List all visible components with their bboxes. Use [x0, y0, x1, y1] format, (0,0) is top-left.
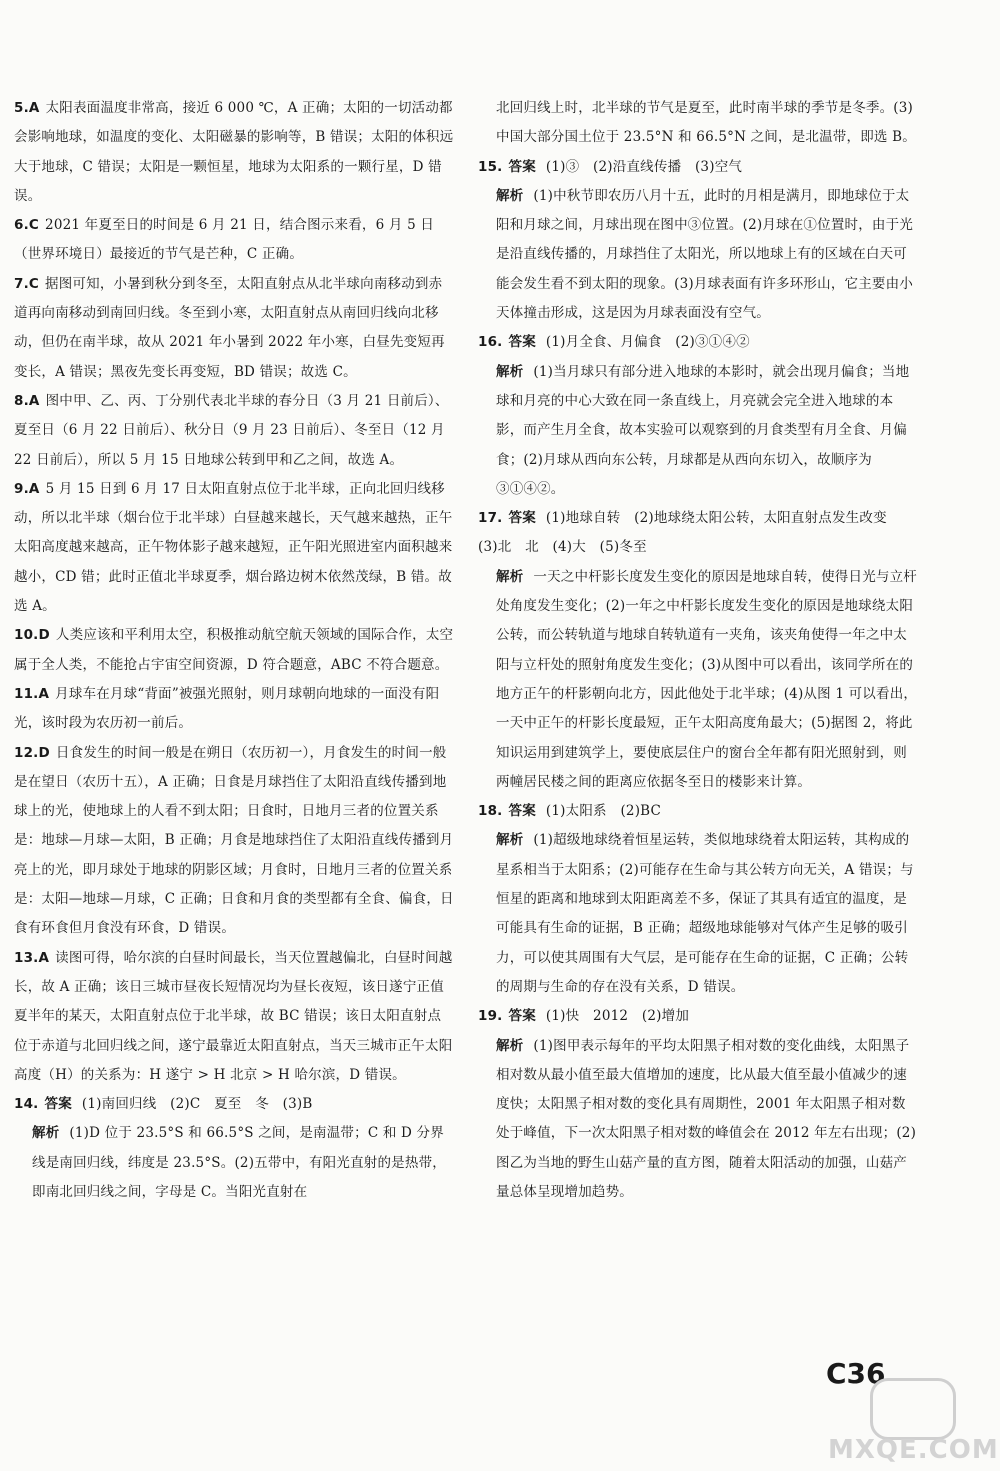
- item-number: 17.: [478, 510, 503, 527]
- analysis-text: (1)图甲表示每年的平均太阳黑子相对数的变化曲线，太阳黑子相对数从最小值至最大值增加的速度，比从最大值至最小值减少的速度快；太阳黑子相对数的变化具有周期性，2001 年太阳黑子相对数处于峰值，下一次太阳黑子相对数的峰值会在 2012 年左右出现；(2)图乙为当地的野生山菇产量的直方图，随着太阳活动的加强，山菇产量总体呈现增加趋势。: [496, 1037, 917, 1200]
- answer-tag: 答案: [508, 1008, 536, 1025]
- analysis-text: (1)中秋节即农历八月十五，此时的月相是满月，即地球位于太阳和月球之间，月球出现在图中③位置。(2)月球在①位置时，由于光是沿直线传播的，月球挡住了太阳光，所以地球上有的区域在白天可能会发生看不到太阳的现象。(3)月球表面有许多环形山，它主要由小天体撞击形成，这是因为月球表面没有空气。: [496, 187, 914, 322]
- answer-item-7: [14, 270, 454, 387]
- right-column: [478, 94, 918, 1207]
- analysis-text: (1)当月球只有部分进入地球的本影时，就会出现月偏食；当地球和月亮的中心大致在同一条直线上，月亮就会完全进入地球的本影，而产生月全食，故本实验可以观察到的月食类型有月全食、月偏食；(2)月球从西向东公转，月球都是从西向东切入，故顺序为③①④②。: [496, 363, 910, 497]
- q17-analysis: [478, 563, 918, 797]
- answer-item-10: [14, 621, 454, 680]
- watermark-logo: [870, 1378, 956, 1440]
- answer-item-14: [14, 1090, 454, 1207]
- answer-item-12: [14, 739, 454, 944]
- answer-tag: 答案: [44, 1096, 72, 1113]
- item-text: 2021 年夏至日的时间是 6 月 21 日，结合图示来看，6 月 5 日（世界环境日）最接近的节气是芒种，C 正确。: [14, 217, 435, 263]
- analysis-tag: 解析: [496, 363, 524, 380]
- answer-text: (1)月全食、月偏食 (2)③①④②: [545, 334, 750, 351]
- item-number: 13.A: [14, 949, 50, 966]
- answer-text: (1)南回归线 (2)C 夏至 冬 (3)B: [81, 1096, 313, 1113]
- item-number: 7.C: [14, 275, 40, 292]
- item-text: 人类应该和平利用太空，积极推动航空航天领域的国际合作，太空属于全人类，不能抢占宇宙空间资源，D 符合题意，ABC 不符合题意。: [14, 627, 454, 673]
- item-number: 11.A: [14, 685, 50, 702]
- analysis-tag: 解析: [496, 1037, 524, 1054]
- item-number: 12.D: [14, 744, 50, 761]
- answer-item-9: [14, 475, 454, 621]
- answer-tag: 答案: [508, 803, 536, 820]
- item-number: 18.: [478, 803, 503, 820]
- q19-answer-line: [478, 1002, 918, 1031]
- answer-item-19: [478, 1002, 918, 1207]
- analysis-tag: 解析: [496, 832, 524, 849]
- analysis-text: 一天之中杆影长度发生变化的原因是地球自转，使得日光与立杆处角度发生变化；(2)一年之中杆影长度发生变化的原因是地球绕太阳公转，而公转轨道与地球自转轨道有一夹角，该夹角使得一年之中太阳与立杆处的照射角度发生变化；(3)从图中可以看出，该同学所在的地方正午的杆影朝向北方，因此他处于北半球；(4)从图 1 可以看出，一天中正午的杆影长度最短，正午太阳高度角最大；(5)据图 2，将此知识运用到建筑学上，要使底层住户的窗台全年都有阳光照射到，则两幢居民楼之间的距离应依据冬至日的楼影来计算。: [496, 568, 918, 790]
- item-text: 月球车在月球“背面”被强光照射，则月球朝向地球的一面没有阳光，该时段为农历初一前后。: [14, 685, 440, 732]
- item-number: 15.: [478, 158, 503, 175]
- item-text: 日食发生的时间一般是在朔日（农历初一），月食发生的时间一般是在望日（农历十五），A 正确；日食是月球挡住了太阳沿直线传播到地球上的光，使地球上的人看不到太阳；日食时，日地月三者的位置关系是：地球—月球—太阳，B 正确；月食是地球挡住了太阳沿直线传播到月亮上的光，即月球处于地球的阴影区域；月食时，日地月三者的位置关系是：太阳—地球—月球，C 正确；日食和月食的类型都有全食、偏食，日食有环食但月食没有环食，D 错误。: [14, 744, 454, 937]
- analysis-tag: 解析: [32, 1125, 60, 1142]
- analysis-tag: 解析: [496, 568, 524, 585]
- answer-text: (1)快 2012 (2)增加: [545, 1008, 690, 1025]
- item-text: 读图可得，哈尔滨的白昼时间最长，当天位置越偏北，白昼时间越长，故 A 正确；该日三城市昼夜长短情况均为昼长夜短，该日遂宁正值夏半年的某天，太阳直射点位于北半球，故 BC 错误；该日太阳直射点位于赤道与北回归线之间，遂宁最靠近太阳直射点，当天三城市正午太阳高度（H）的关系为：H 遂宁 > H 北京 > H 哈尔滨，D 错误。: [14, 949, 453, 1083]
- answer-text: (1)地球自转 (2)地球绕太阳公转，太阳直射点发生改变 (3)北 北 (4)大 (5)冬至: [478, 510, 901, 556]
- item-number: 14.: [14, 1096, 39, 1113]
- q14-analysis: [14, 1119, 454, 1207]
- analysis-tag: 解析: [496, 187, 524, 204]
- answer-item-15: [478, 153, 918, 329]
- answer-item-8: [14, 387, 454, 475]
- q17-answer-line: [478, 504, 918, 563]
- answer-item-18: [478, 797, 918, 1002]
- q15-analysis: [478, 182, 918, 328]
- item-number: 16.: [478, 334, 503, 351]
- item-text: 5 月 15 日到 6 月 17 日太阳直射点位于北半球，正向北回归线移动，所以北半球（烟台位于北半球）白昼越来越长，天气越来越热，正午太阳高度越来越高，正午物体影子越来越短，正午阳光照进室内面积越来越小，CD 错；此时正值北半球夏季，烟台路边树木依然茂绿，B 错。故选 A。: [14, 480, 453, 615]
- item-text: 图中甲、乙、丙、丁分别代表北半球的春分日（3 月 21 日前后）、夏至日（6 月 22 日前后）、秋分日（9 月 23 日前后）、冬至日（12 月 22 日前后），所以 5 月 15 日地球公转到甲和乙之间，故选 A。: [14, 392, 449, 468]
- answer-tag: 答案: [508, 510, 536, 527]
- answer-tag: 答案: [508, 158, 536, 175]
- item-number: 10.D: [14, 627, 50, 644]
- q18-analysis: [478, 826, 918, 1002]
- item-number: 19.: [478, 1008, 503, 1025]
- answer-item-6: [14, 211, 454, 270]
- item-number: 6.C: [14, 217, 40, 234]
- analysis-text: (1)超级地球绕着恒星运转，类似地球绕着太阳运转，其构成的星系相当于太阳系；(2)可能存在生命与其公转方向无关，A 错误；与恒星的距离和地球到太阳距离差不多，保证了其具有适宜的温度，是可能具有生命的证据，B 正确；超级地球能够对气体产生足够的吸引力，可以使其周围有大气层，是可能存在生命的证据，C 正确；公转的周期与生命的存在没有关系，D 错误。: [496, 832, 914, 995]
- item-text: 太阳表面温度非常高，接近 6 000 ℃，A 正确；太阳的一切活动都会影响地球，如温度的变化、太阳磁暴的影响等，B 错误；太阳的体积远大于地球，C 错误；太阳是一颗恒星，地球为太阳系的一颗行星，D 错误。: [14, 100, 454, 204]
- page-number: C36: [826, 1357, 886, 1390]
- item-number: 9.A: [14, 480, 40, 497]
- answer-text: (1)太阳系 (2)BC: [545, 803, 662, 820]
- answer-tag: 答案: [508, 334, 536, 351]
- q16-answer-line: [478, 328, 918, 357]
- answer-item-17: [478, 504, 918, 797]
- item-number: 8.A: [14, 392, 40, 409]
- q14-answer-line: [14, 1090, 454, 1119]
- left-column: [14, 94, 454, 1207]
- answer-text: (1)③ (2)沿直线传播 (3)空气: [545, 158, 743, 175]
- q14-continuation: 北回归线上时，北半球的节气是夏至，此时南半球的季节是冬季。(3)中国大部分国土位于 23.5°N 和 66.5°N 之间，是北温带，即选 B。: [496, 100, 916, 146]
- q18-answer-line: [478, 797, 918, 826]
- q19-analysis: [478, 1032, 918, 1208]
- answer-item-5: [14, 94, 454, 211]
- answer-item-11: [14, 680, 454, 739]
- analysis-text: (1)D 位于 23.5°S 和 66.5°S 之间，是南温带；C 和 D 分界线是南回归线，纬度是 23.5°S。(2)五带中，有阳光直射的是热带，即南北回归线之间，字母是 C。当阳光直射在: [32, 1125, 446, 1200]
- q15-answer-line: [478, 153, 918, 182]
- answer-item-16: [478, 328, 918, 504]
- answer-item-13: [14, 944, 454, 1090]
- item-text: 据图可知，小暑到秋分到冬至，太阳直射点从北半球向南移动到赤道再向南移动到南回归线。冬至到小寒，太阳直射点从南回归线向北移动，但仍在南半球，故从 2021 年小暑到 2022 年小寒，白昼先变短再变长，A 错误；黑夜先变长再变短，BD 错误；故选 C。: [14, 275, 445, 380]
- q16-analysis: [478, 358, 918, 504]
- watermark-site: MXQE.COM: [828, 1435, 999, 1465]
- item-number: 5.A: [14, 100, 40, 116]
